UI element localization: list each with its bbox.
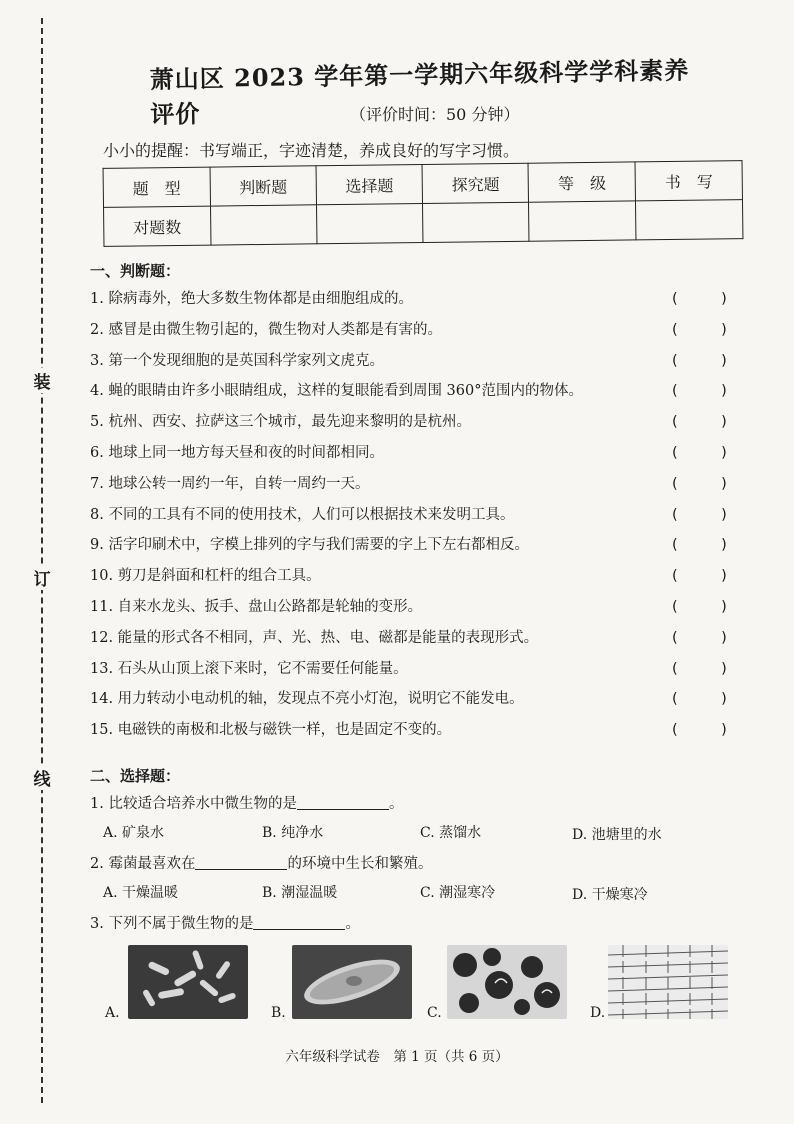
image-label-d: D.: [590, 1005, 606, 1021]
true-false-item: [90, 347, 740, 375]
image-label-c: C.: [427, 1005, 442, 1021]
score-table: [103, 160, 744, 247]
paramecium-image[interactable]: [292, 945, 412, 1019]
mc-question-1-tail: 。: [388, 796, 404, 812]
true-false-question: 8. 不同的工具有不同的使用技术，人们可以根据技术来发明工具。: [90, 506, 515, 523]
true-false-question: 6. 地球上同一地方每天昼和夜的时间都相同。: [90, 445, 384, 461]
mc-question-2-text: 2. 霉菌最喜欢在: [90, 856, 196, 872]
mc-question-1-text: 1. 比较适合培养水中微生物的是: [90, 796, 297, 812]
answer-parentheses[interactable]: ( ): [672, 629, 727, 646]
true-false-question: 12. 能量的形式各不相同，声、光、热、电、磁都是能量的表现形式。: [90, 629, 539, 646]
binding-char-xian: 线: [30, 765, 54, 790]
answer-parentheses[interactable]: ( ): [672, 599, 727, 615]
answer-parentheses[interactable]: ( ): [672, 568, 727, 585]
true-false-item: [90, 655, 740, 683]
score-row-label: 对题数: [104, 206, 211, 246]
score-header-cell: 书 写: [635, 161, 742, 201]
true-false-item: [90, 501, 740, 529]
binding-char-ding: 订: [30, 565, 54, 590]
answer-parentheses[interactable]: ( ): [672, 506, 727, 523]
true-false-item: [90, 716, 740, 744]
mc-question-2: [90, 852, 432, 873]
score-header-cell: 选择题: [316, 165, 423, 205]
answer-parentheses[interactable]: ( ): [672, 537, 727, 554]
option-1a[interactable]: A. 矿泉水: [103, 825, 165, 841]
mc-question-3: [90, 912, 360, 933]
reminder-text: 小小的提醒：书写端正，字迹清楚，养成良好的写字习惯。: [103, 141, 520, 160]
page-title: 萧山区 2023 学年第一学期六年级科学学科素养评价: [149, 55, 690, 129]
option-1d[interactable]: D. 池塘里的水: [572, 827, 662, 843]
image-label-b: B.: [271, 1005, 286, 1021]
page-footer: 六年级科学试卷 第 1 页（共 6 页）: [285, 1049, 509, 1065]
answer-blank-2[interactable]: [195, 855, 287, 870]
score-header-cell: 等 级: [529, 162, 636, 202]
score-header-cell: 题 型: [103, 167, 210, 207]
answer-parentheses[interactable]: ( ): [672, 475, 727, 492]
option-2c[interactable]: C. 潮湿寒冷: [420, 885, 496, 901]
true-false-question: 13. 石头从山顶上滚下来时，它不需要任何能量。: [90, 660, 408, 677]
true-false-question: 9. 活字印刷术中，字模上排列的字与我们需要的字上下左右都相反。: [90, 537, 529, 554]
true-false-item: [90, 531, 740, 559]
true-false-item: [90, 377, 740, 405]
true-false-question: 4. 蝇的眼睛由许多小眼睛组成，这样的复眼能看到周围 360°范围内的物体。: [90, 383, 583, 400]
bacteria-image[interactable]: [128, 945, 248, 1019]
section1-heading: 一、判断题：: [90, 262, 181, 280]
true-false-question: 3. 第一个发现细胞的是英国科学家列文虎克。: [90, 352, 384, 369]
true-false-item: [90, 439, 740, 467]
true-false-question: 2. 感冒是由微生物引起的，微生物对人类都是有害的。: [90, 321, 442, 338]
section2-heading: 二、选择题：: [90, 767, 181, 785]
score-cell[interactable]: [423, 202, 530, 242]
answer-parentheses[interactable]: ( ): [672, 321, 727, 338]
answer-parentheses[interactable]: ( ): [672, 691, 727, 708]
binding-dashed-line: [41, 18, 43, 1103]
option-2a[interactable]: A. 干燥温暖: [103, 885, 179, 901]
plant-cells-image[interactable]: [608, 945, 728, 1019]
true-false-item: [90, 593, 740, 621]
binding-char-zhuang: 装: [30, 368, 54, 393]
answer-parentheses[interactable]: ( ): [672, 352, 727, 369]
true-false-item: [90, 624, 740, 652]
score-cell[interactable]: [210, 205, 317, 245]
true-false-item: [90, 285, 740, 313]
mc-question-1: [90, 792, 403, 813]
answer-parentheses[interactable]: ( ): [672, 660, 727, 677]
answer-parentheses[interactable]: ( ): [672, 414, 727, 431]
option-2b[interactable]: B. 潮湿温暖: [262, 885, 338, 901]
true-false-item: [90, 316, 740, 344]
true-false-item: [90, 685, 740, 713]
score-cell[interactable]: [636, 200, 743, 240]
option-1b[interactable]: B. 纯净水: [262, 825, 324, 841]
score-cell[interactable]: [529, 201, 636, 241]
answer-parentheses[interactable]: ( ): [672, 445, 727, 461]
true-false-question: 14. 用力转动小电动机的轴，发现点不亮小灯泡，说明它不能发电。: [90, 691, 524, 708]
score-table-count-row: [104, 200, 743, 247]
answer-parentheses[interactable]: ( ): [672, 383, 727, 400]
true-false-item: [90, 562, 740, 590]
true-false-item: [90, 470, 740, 498]
true-false-question: 5. 杭州、西安、拉萨这三个城市，最先迎来黎明的是杭州。: [90, 414, 471, 431]
score-header-cell: 判断题: [210, 166, 317, 206]
mc-question-3-tail: 。: [345, 916, 360, 932]
image-label-a: A.: [105, 1005, 120, 1021]
true-false-question: 10. 剪刀是斜面和杠杆的组合工具。: [90, 568, 321, 585]
option-2d[interactable]: D. 干燥寒冷: [572, 887, 648, 903]
true-false-question: 11. 自来水龙头、扳手、盘山公路都是轮轴的变形。: [90, 599, 423, 615]
mc-question-2-tail: 的环境中生长和繁殖。: [287, 856, 433, 872]
answer-blank-3[interactable]: [253, 915, 345, 930]
option-1c[interactable]: C. 蒸馏水: [420, 825, 482, 841]
answer-blank-1[interactable]: [297, 795, 389, 810]
true-false-question: 15. 电磁铁的南极和北极与磁铁一样，也是固定不变的。: [90, 722, 452, 739]
exam-time: （评价时间：50 分钟）: [350, 105, 520, 124]
mc-question-3-text: 3. 下列不属于微生物的是: [90, 916, 254, 932]
answer-parentheses[interactable]: ( ): [672, 722, 727, 739]
score-header-cell: 探究题: [422, 163, 529, 203]
answer-parentheses[interactable]: ( ): [672, 291, 727, 307]
score-cell[interactable]: [316, 204, 423, 244]
mold-image[interactable]: [447, 945, 567, 1019]
true-false-question: 7. 地球公转一周约一年，自转一周约一天。: [90, 475, 370, 492]
true-false-question: 1. 除病毒外，绝大多数生物体都是由细胞组成的。: [90, 291, 413, 307]
true-false-item: [90, 408, 740, 436]
